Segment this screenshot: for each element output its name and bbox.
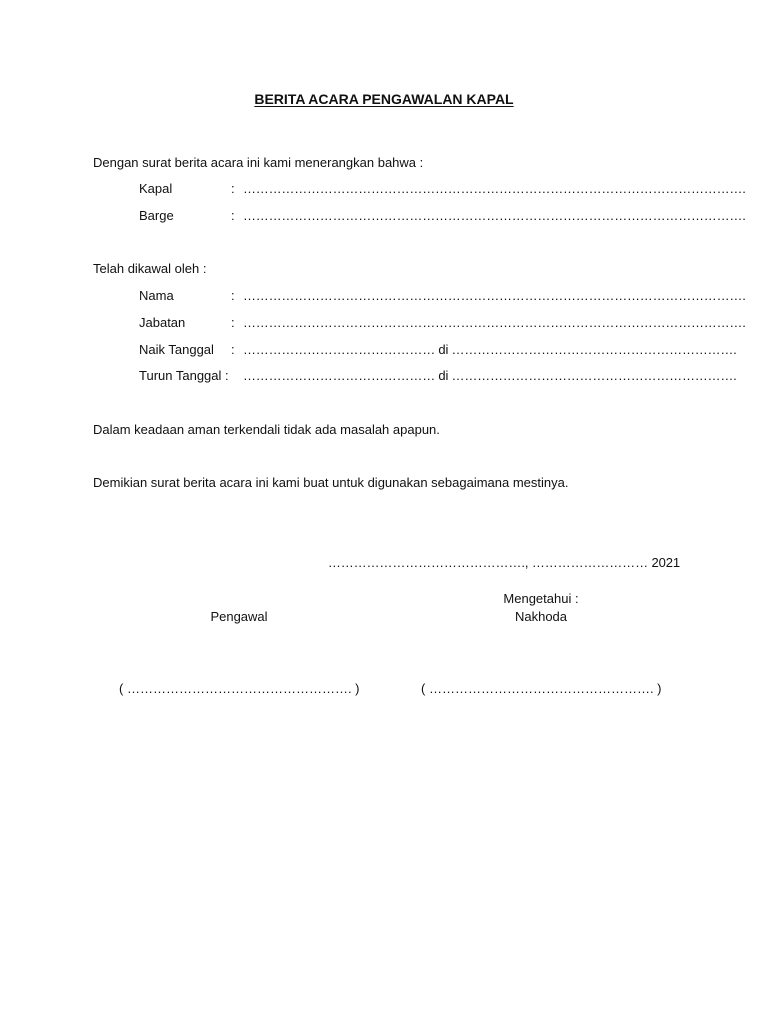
field-blank-naik-tanggal: ……………………………………… di …………………………………………………………. (243, 342, 737, 357)
field-blank-nama: ………………………………………………………………………………………………………. (243, 288, 746, 303)
field-label-nama: Nama (139, 288, 174, 303)
field-label-jabatan: Jabatan (139, 315, 186, 330)
field-colon: : (231, 288, 235, 303)
signature-name-line-left: ( ……………………………………………. ) (119, 681, 360, 696)
signature-role-left: Pengawal (210, 609, 268, 624)
field-label-barge: Barge (139, 208, 174, 223)
signature-role-right: Nakhoda (514, 609, 568, 624)
escort-intro-text: Telah dikawal oleh : (93, 261, 207, 276)
closing-statement: Demikian surat berita acara ini kami buat untuk digunakan sebagaimana mestinya. (93, 475, 569, 490)
field-label-kapal: Kapal (139, 181, 173, 196)
field-colon: : (231, 315, 235, 330)
field-blank-barge: ………………………………………………………………………………………………………. (243, 208, 746, 223)
signature-name-line-right: ( ……………………………………………. ) (421, 681, 662, 696)
intro-text: Dengan surat berita acara ini kami menerangkan bahwa : (93, 155, 424, 170)
signature-heading-right: Mengetahui : (503, 591, 579, 606)
field-colon: : (231, 208, 235, 223)
field-label-naik-tanggal: Naik Tanggal (139, 342, 214, 357)
document-title: BERITA ACARA PENGAWALAN KAPAL (254, 91, 514, 107)
field-colon: : (231, 342, 235, 357)
field-blank-kapal: ………………………………………………………………………………………………………. (243, 181, 746, 196)
field-label-turun-tanggal: Turun Tanggal : (139, 368, 229, 383)
field-blank-turun-tanggal: ……………………………………… di …………………………………………………………. (243, 368, 737, 383)
field-colon: : (231, 181, 235, 196)
field-blank-jabatan: ………………………………………………………………………………………………………. (243, 315, 746, 330)
place-date-line: ………………………………………., ……………………… 2021 (327, 555, 680, 570)
condition-statement: Dalam keadaan aman terkendali tidak ada masalah apapun. (93, 422, 440, 437)
